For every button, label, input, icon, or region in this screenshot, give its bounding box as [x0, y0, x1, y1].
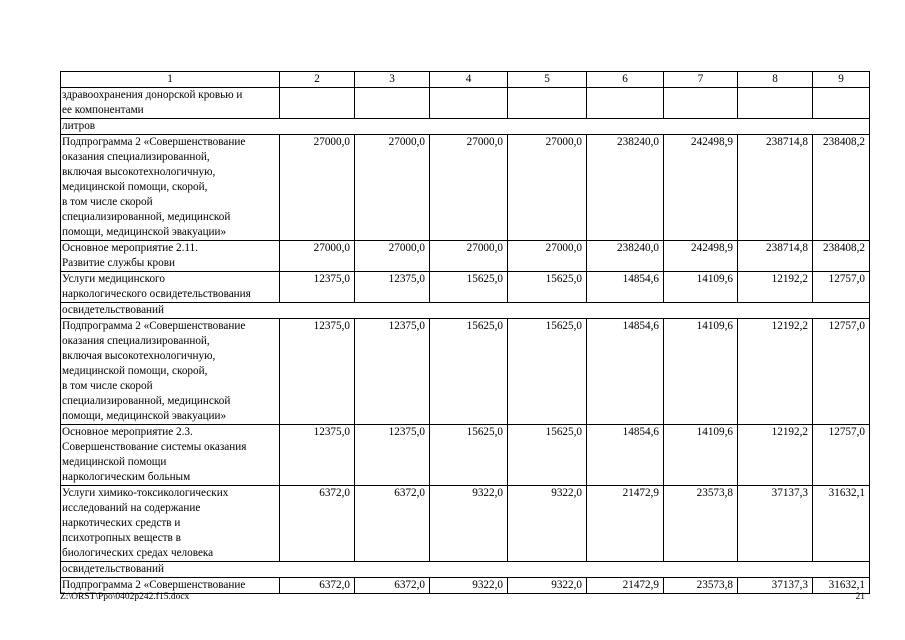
value-cell-col-6: 238240,0: [587, 241, 664, 272]
value-cell-col-5: [508, 88, 587, 119]
value-cell-col-8: [738, 88, 813, 119]
value-cell-col-9: 31632,1: [813, 578, 870, 594]
value-cell-col-8: 12192,2: [738, 272, 813, 303]
row-label-cell: Основное мероприятие 2.11. Развитие службы крови: [61, 241, 280, 272]
value-cell-col-9: 12757,0: [813, 272, 870, 303]
value-cell-col-7: 14109,6: [664, 319, 738, 425]
unit-label: освидетельствований: [61, 562, 870, 578]
value-cell-col-6: 21472,9: [587, 578, 664, 594]
value-cell-col-4: 15625,0: [430, 319, 508, 425]
table-row: [61, 135, 870, 241]
value-cell-col-7: 14109,6: [664, 425, 738, 486]
value-cell-col-4: 9322,0: [430, 578, 508, 594]
table-row: [61, 88, 870, 119]
row-label-cell: Подпрограмма 2 «Совершенствование: [61, 578, 280, 594]
value-cell-col-7: [664, 88, 738, 119]
value-cell-col-9: 238408,2: [813, 241, 870, 272]
footer-file-path: Z:\ORST\Ppo\0402p242.f15.docx: [60, 592, 190, 602]
value-cell-col-4: 9322,0: [430, 486, 508, 562]
value-cell-col-3: [355, 88, 430, 119]
value-cell-col-5: 9322,0: [508, 486, 587, 562]
value-cell-col-3: 12375,0: [355, 319, 430, 425]
value-cell-col-4: [430, 88, 508, 119]
column-header-8: 8: [738, 72, 813, 88]
value-cell-col-7: 23573,8: [664, 486, 738, 562]
value-cell-col-9: [813, 88, 870, 119]
value-cell-col-6: 14854,6: [587, 272, 664, 303]
value-cell-col-2: [280, 88, 355, 119]
value-cell-col-3: 27000,0: [355, 241, 430, 272]
table-header-row: [61, 72, 870, 88]
value-cell-col-2: 12375,0: [280, 425, 355, 486]
value-cell-col-2: 27000,0: [280, 135, 355, 241]
value-cell-col-7: 242498,9: [664, 135, 738, 241]
value-cell-col-8: 37137,3: [738, 578, 813, 594]
row-label-cell: Подпрограмма 2 «Совершенствование оказания специализированной, включая высокотехнологичную, медицинской помощи, скорой, в том числе скорой специализированной, медицинской помощи, медицинской эвакуации»: [61, 135, 280, 241]
value-cell-col-5: 27000,0: [508, 241, 587, 272]
value-cell-col-3: 12375,0: [355, 272, 430, 303]
value-cell-col-3: 27000,0: [355, 135, 430, 241]
column-header-3: 3: [355, 72, 430, 88]
unit-label: литров: [61, 119, 870, 135]
column-header-5: 5: [508, 72, 587, 88]
column-header-9: 9: [813, 72, 870, 88]
column-header-1: 1: [61, 72, 280, 88]
value-cell-col-9: 12757,0: [813, 425, 870, 486]
value-cell-col-6: 238240,0: [587, 135, 664, 241]
value-cell-col-4: 27000,0: [430, 241, 508, 272]
value-cell-col-6: 14854,6: [587, 319, 664, 425]
value-cell-col-6: 21472,9: [587, 486, 664, 562]
value-cell-col-8: 12192,2: [738, 319, 813, 425]
value-cell-col-2: 12375,0: [280, 272, 355, 303]
column-header-6: 6: [587, 72, 664, 88]
value-cell-col-5: 9322,0: [508, 578, 587, 594]
value-cell-col-9: 12757,0: [813, 319, 870, 425]
value-cell-col-5: 15625,0: [508, 425, 587, 486]
budget-table: [60, 71, 870, 594]
value-cell-col-2: 27000,0: [280, 241, 355, 272]
value-cell-col-9: 31632,1: [813, 486, 870, 562]
value-cell-col-3: 12375,0: [355, 425, 430, 486]
value-cell-col-4: 15625,0: [430, 272, 508, 303]
value-cell-col-7: 14109,6: [664, 272, 738, 303]
value-cell-col-4: 27000,0: [430, 135, 508, 241]
value-cell-col-6: 14854,6: [587, 425, 664, 486]
footer-page-number: 21: [855, 592, 865, 602]
table-row: [61, 319, 870, 425]
table-row: [61, 486, 870, 562]
value-cell-col-4: 15625,0: [430, 425, 508, 486]
value-cell-col-8: 238714,8: [738, 241, 813, 272]
value-cell-col-3: 6372,0: [355, 578, 430, 594]
value-cell-col-8: 37137,3: [738, 486, 813, 562]
value-cell-col-2: 12375,0: [280, 319, 355, 425]
value-cell-col-5: 15625,0: [508, 319, 587, 425]
table-row: [61, 241, 870, 272]
table-row: [61, 272, 870, 303]
value-cell-col-7: 242498,9: [664, 241, 738, 272]
value-cell-col-2: 6372,0: [280, 578, 355, 594]
value-cell-col-8: 238714,8: [738, 135, 813, 241]
column-header-2: 2: [280, 72, 355, 88]
row-label-cell: Услуги медицинского наркологического освидетельствования: [61, 272, 280, 303]
row-label-cell: Услуги химико-токсикологических исследований на содержание наркотических средств и психотропных веществ в биологических средах человека: [61, 486, 280, 562]
row-label-cell: здравоохранения донорской кровью и ее компонентами: [61, 88, 280, 119]
value-cell-col-7: 23573,8: [664, 578, 738, 594]
unit-row: [61, 303, 870, 319]
unit-row: [61, 562, 870, 578]
column-header-7: 7: [664, 72, 738, 88]
column-header-4: 4: [430, 72, 508, 88]
value-cell-col-5: 15625,0: [508, 272, 587, 303]
value-cell-col-9: 238408,2: [813, 135, 870, 241]
unit-row: [61, 119, 870, 135]
row-label-cell: Основное мероприятие 2.3. Совершенствование системы оказания медицинской помощи наркологическим больным: [61, 425, 280, 486]
value-cell-col-2: 6372,0: [280, 486, 355, 562]
unit-label: освидетельствований: [61, 303, 870, 319]
row-label-cell: Подпрограмма 2 «Совершенствование оказания специализированной, включая высокотехнологичную, медицинской помощи, скорой, в том числе скорой специализированной, медицинской помощи, медицинской эвакуации»: [61, 319, 280, 425]
value-cell-col-8: 12192,2: [738, 425, 813, 486]
table-row: [61, 425, 870, 486]
value-cell-col-5: 27000,0: [508, 135, 587, 241]
value-cell-col-3: 6372,0: [355, 486, 430, 562]
value-cell-col-6: [587, 88, 664, 119]
